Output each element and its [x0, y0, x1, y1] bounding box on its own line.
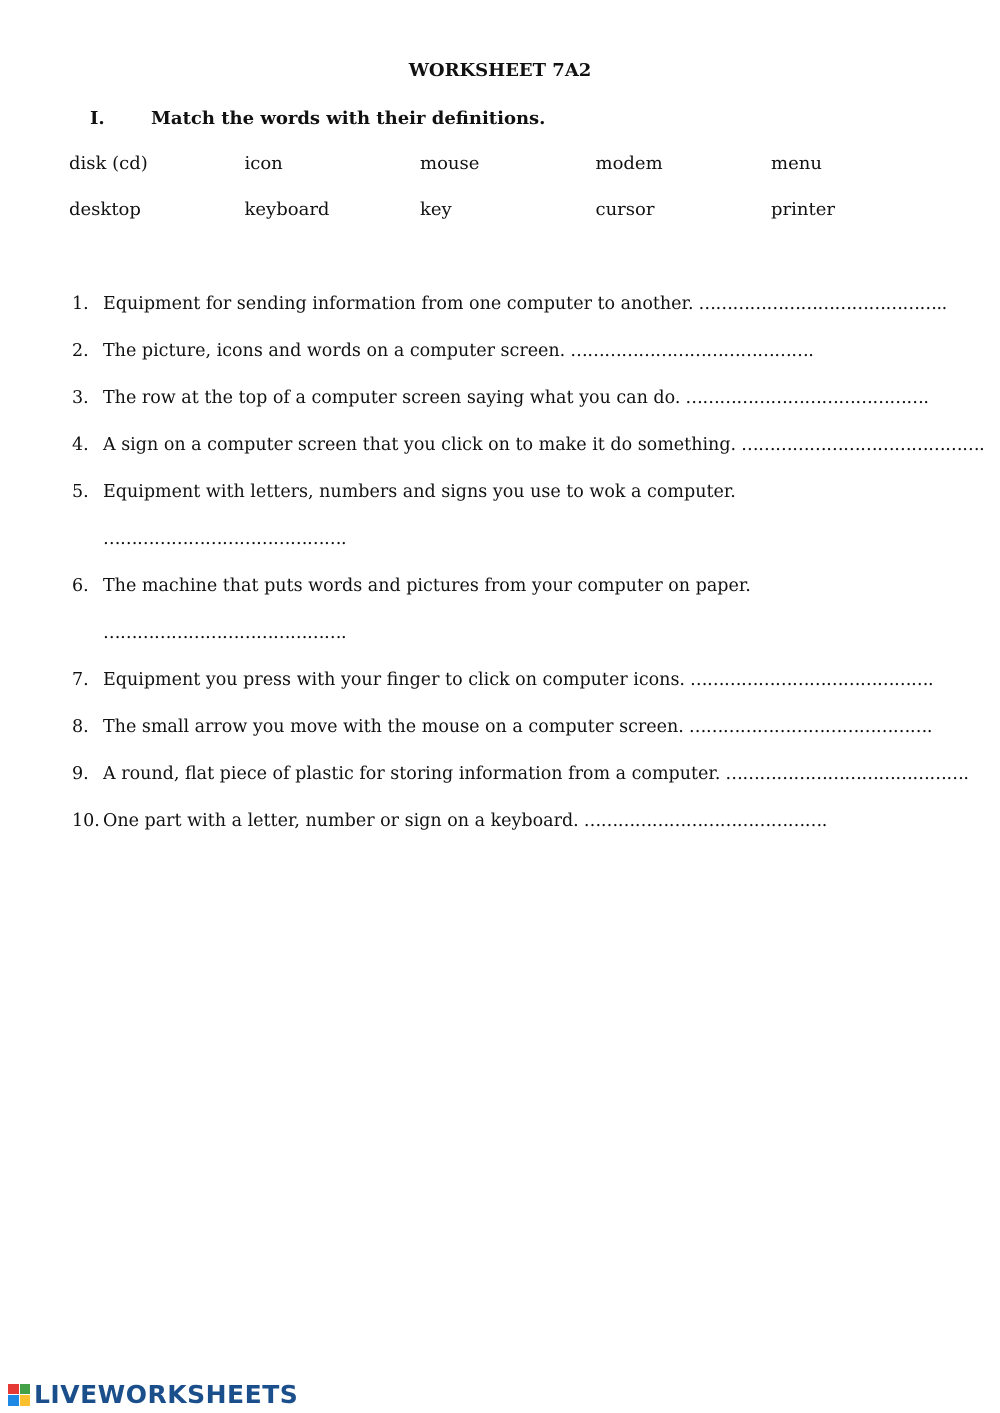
- word-bank-item: keyboard: [244, 199, 330, 220]
- question-number: 7.: [72, 670, 89, 690]
- logo-block: [8, 1395, 19, 1406]
- question-number: 6.: [72, 576, 89, 596]
- answer-blank[interactable]: …………………………………….: [741, 435, 985, 455]
- word-bank-row: [69, 199, 949, 245]
- question-text: One part with a letter, number or sign on a keyboard.: [103, 811, 579, 831]
- question-list: [72, 294, 985, 858]
- question-number: 8.: [72, 717, 89, 737]
- question-item: [72, 435, 985, 482]
- question-item: [72, 811, 972, 858]
- worksheet-title: WORKSHEET 7A2: [408, 60, 592, 81]
- section-heading: [90, 108, 545, 129]
- question-number: 4.: [72, 435, 89, 455]
- section-number: I.: [90, 108, 105, 129]
- question-number: 10.: [72, 811, 100, 831]
- question-text: A round, flat piece of plastic for storing information from a computer.: [103, 764, 721, 784]
- question-number: 9.: [72, 764, 89, 784]
- footer: [8, 1380, 298, 1409]
- word-bank-item: printer: [771, 199, 835, 220]
- answer-blank[interactable]: …………………………………….: [570, 341, 814, 361]
- word-bank-item: disk (cd): [69, 153, 148, 174]
- answer-blank[interactable]: …………………………………….: [688, 717, 932, 737]
- question-text: The small arrow you move with the mouse on a computer screen.: [103, 717, 684, 737]
- question-item: [72, 294, 972, 341]
- question-item: [72, 717, 972, 764]
- word-bank-row: [69, 153, 949, 199]
- word-bank: [69, 153, 949, 245]
- word-bank-item: menu: [771, 153, 822, 174]
- question-item: [72, 670, 972, 717]
- word-bank-item: desktop: [69, 199, 141, 220]
- logo-block: [20, 1384, 31, 1395]
- question-number: 1.: [72, 294, 89, 314]
- question-item: [72, 576, 972, 623]
- question-item: [72, 482, 972, 529]
- question-text: Equipment with letters, numbers and signs you use to wok a computer.: [103, 482, 736, 502]
- question-item: [72, 341, 972, 388]
- answer-blank[interactable]: …………………………………….: [103, 529, 347, 549]
- word-bank-item: mouse: [420, 153, 480, 174]
- answer-blank[interactable]: …………………………………….: [583, 811, 827, 831]
- brand-name: LIVEWORKSHEETS: [34, 1380, 299, 1409]
- question-number: 2.: [72, 341, 89, 361]
- word-bank-item: modem: [595, 153, 663, 174]
- logo-block: [20, 1395, 31, 1406]
- answer-blank[interactable]: …………………………………….: [685, 388, 929, 408]
- answer-blank[interactable]: ……………………………………..: [698, 294, 947, 314]
- question-number: 5.: [72, 482, 89, 502]
- word-bank-item: key: [420, 199, 452, 220]
- logo-block: [8, 1384, 19, 1395]
- question-item: [72, 764, 972, 811]
- question-text: The row at the top of a computer screen saying what you can do.: [103, 388, 681, 408]
- question-item: [72, 388, 972, 435]
- word-bank-item: cursor: [595, 199, 655, 220]
- answer-blank[interactable]: …………………………………….: [103, 623, 347, 643]
- section-instruction: Match the words with their definitions.: [151, 108, 546, 129]
- question-text: Equipment you press with your finger to click on computer icons.: [103, 670, 685, 690]
- word-bank-item: icon: [244, 153, 283, 174]
- question-text: Equipment for sending information from one computer to another.: [103, 294, 694, 314]
- question-number: 3.: [72, 388, 89, 408]
- answer-blank[interactable]: …………………………………….: [690, 670, 934, 690]
- question-text: The machine that puts words and pictures from your computer on paper.: [103, 576, 751, 596]
- question-text: A sign on a computer screen that you click on to make it do something.: [103, 435, 737, 455]
- answer-blank[interactable]: …………………………………….: [725, 764, 969, 784]
- question-text: The picture, icons and words on a computer screen.: [103, 341, 566, 361]
- liveworksheets-logo-icon: [8, 1384, 30, 1406]
